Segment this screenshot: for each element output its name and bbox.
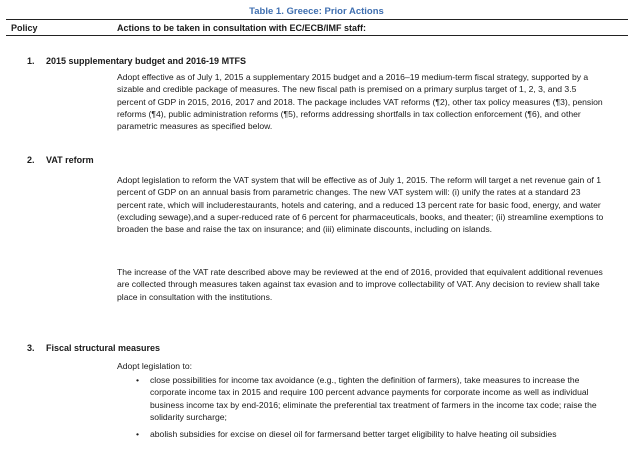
section-1-number: 1. [27,56,35,66]
bullet-text: close possibilities for income tax avoidance (e.g., tighten the definition of farmers), take measures to increase the corporate income tax in 2015 and require 100 percent advance payments for corporate income as well as individual business income tax by end-2016; eliminate the preferential tax treatment of farmers in the income tax code; raise the solidarity surcharge; [150,375,597,422]
bullet-icon: • [136,375,140,385]
header-rule [6,35,628,36]
list-item [117,374,605,423]
section-2-number: 2. [27,155,35,165]
section-2-title: VAT reform [46,155,94,165]
section-3-bullet-list [117,374,605,440]
table-title: Table 1. Greece: Prior Actions [249,6,384,17]
list-item [117,428,605,440]
section-3-lead: Adopt legislation to: [117,361,193,371]
policy-column-header: Policy [11,23,38,33]
section-3-title: Fiscal structural measures [46,343,161,353]
section-1-heading [27,56,246,66]
bullet-icon: • [136,429,140,440]
section-1-paragraph: Adopt effective as of July 1, 2015 a supplementary 2015 budget and a 2016–19 medium-term fiscal strategy, supported by a sizable and credible package of measures. The new fiscal path is premised on a primary surplus target of 1, 2, 3, and 3.5 percent of GDP in 2015, 2016, 2017 and 2018. The package includes VAT reforms (¶2), other tax policy measures (¶3), pension reforms (¶4), public administration reforms (¶5), reforms addressing shortfalls in tax collection enforcement (¶6), and other parametric measures as specified below. [117,72,603,132]
section-1-title: 2015 supplementary budget and 2016-19 MTFS [46,56,247,66]
section-3-heading [27,343,160,353]
top-rule [6,19,628,20]
section-3-number: 3. [27,343,35,353]
section-2-paragraph-1: Adopt legislation to reform the VAT system that will be effective as of July 1, 2015. The reform will target a net revenue gain of 1 percent of GDP on an annual basis from parametric changes. The new VAT system will: (i) unify the rates at a standard 23 percent rate, which will includerestaurants, hotels and catering, and a reduced 13 percent rate for basic food, energy, and water (excluding sewage),and a super-reduced rate of 6 percent for pharmaceuticals, books, and theater; (ii) streamline exemptions to broaden the base and raise the tax on insurance; and (iii) eliminate discounts, including on islands. [117,175,604,235]
bullet-text: abolish subsidies for excise on diesel oil for farmersand better target eligibility to halve heating oil subsidies [150,429,557,440]
section-2-heading [27,155,94,165]
actions-column-header: Actions to be taken in consultation with EC/ECB/IMF staff: [117,23,367,33]
section-2-paragraph-2: The increase of the VAT rate described above may be reviewed at the end of 2016, provided that equivalent additional revenues are collected through measures taken against tax evasion and to improve collectability of VAT. Any decision to review shall take place in consultation with the institutions. [117,267,603,302]
